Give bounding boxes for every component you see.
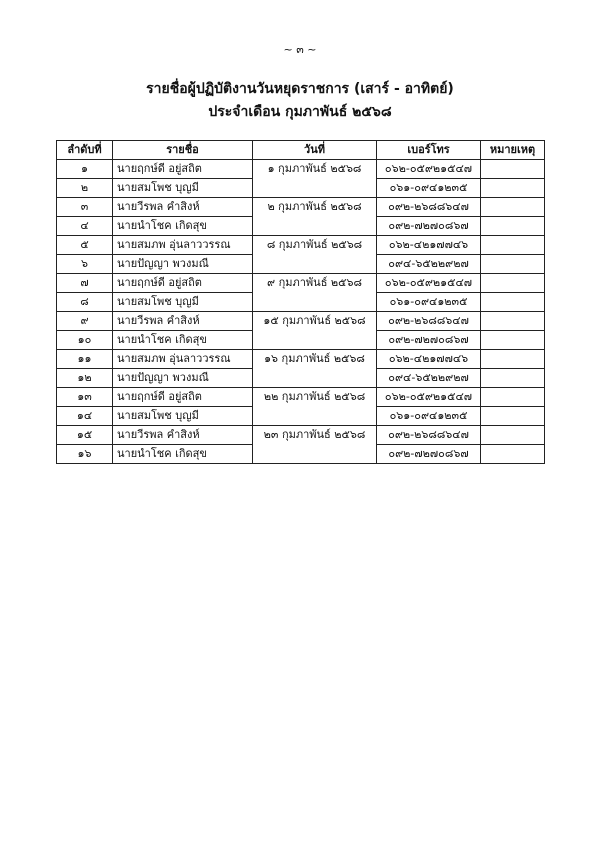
row-number: ๕: [57, 236, 113, 255]
staff-name: นายวีรพล คำสิงห์: [113, 312, 253, 331]
remarks-cell: [481, 312, 545, 331]
staff-name: นายฤกษ์ดี อยู่สถิต: [113, 388, 253, 407]
row-number: ๘: [57, 293, 113, 312]
table-row: [57, 312, 545, 331]
phone-number: ๐๙๒-๗๒๗๐๘๖๗: [377, 445, 481, 464]
staff-name: นายวีรพล คำสิงห์: [113, 198, 253, 217]
row-number: ๑๐: [57, 331, 113, 350]
staff-name: นายปัญญา พวงมณี: [113, 255, 253, 274]
phone-number: ๐๙๒-๗๒๗๐๘๖๗: [377, 217, 481, 236]
table-header-row: [57, 141, 545, 160]
row-number: ๖: [57, 255, 113, 274]
phone-number: ๐๖๒-๔๒๑๗๗๔๖: [377, 236, 481, 255]
row-number: ๗: [57, 274, 113, 293]
table-body: [57, 160, 545, 464]
phone-number: ๐๖๑-๐๙๔๑๒๓๕: [377, 407, 481, 426]
phone-number: ๐๙๒-๒๖๘๘๖๔๗: [377, 312, 481, 331]
row-number: ๓: [57, 198, 113, 217]
duty-date: ๒๓ กุมภาพันธ์ ๒๕๖๘: [253, 426, 377, 464]
row-number: ๑๔: [57, 407, 113, 426]
phone-number: ๐๙๒-๒๖๘๘๖๔๗: [377, 198, 481, 217]
staff-name: นายสมภพ อุ่นลาววรรณ: [113, 236, 253, 255]
phone-number: ๐๙๒-๗๒๗๐๘๖๗: [377, 331, 481, 350]
staff-name: นายฤกษ์ดี อยู่สถิต: [113, 160, 253, 179]
phone-number: ๐๖๑-๐๙๔๑๒๓๕: [377, 179, 481, 198]
phone-number: ๐๙๔-๖๕๒๒๙๒๗: [377, 369, 481, 388]
staff-name: นายนำโชค เกิดสุข: [113, 331, 253, 350]
page-number: ~ ๓ ~: [283, 43, 317, 56]
table-row: [57, 350, 545, 369]
staff-name: นายสมโพช บุญมี: [113, 407, 253, 426]
remarks-cell: [481, 407, 545, 426]
remarks-cell: [481, 274, 545, 293]
row-number: ๑๕: [57, 426, 113, 445]
remarks-cell: [481, 255, 545, 274]
phone-number: ๐๖๒-๐๕๙๒๑๕๔๗: [377, 160, 481, 179]
row-number: ๑: [57, 160, 113, 179]
duty-date: ๑ กุมภาพันธ์ ๒๕๖๘: [253, 160, 377, 198]
remarks-cell: [481, 179, 545, 198]
phone-number: ๐๖๑-๐๙๔๑๒๓๕: [377, 293, 481, 312]
remarks-cell: [481, 198, 545, 217]
phone-number: ๐๖๒-๔๒๑๗๗๔๖: [377, 350, 481, 369]
remarks-cell: [481, 160, 545, 179]
header-order: ลำดับที่: [57, 141, 113, 160]
phone-number: ๐๖๒-๐๕๙๒๑๕๔๗: [377, 388, 481, 407]
table-row: [57, 160, 545, 179]
row-number: ๑๑: [57, 350, 113, 369]
remarks-cell: [481, 350, 545, 369]
table-row: [57, 274, 545, 293]
duty-date: ๑๖ กุมภาพันธ์ ๒๕๖๘: [253, 350, 377, 388]
duty-date: ๘ กุมภาพันธ์ ๒๕๖๘: [253, 236, 377, 274]
remarks-cell: [481, 369, 545, 388]
duty-date: ๒๒ กุมภาพันธ์ ๒๕๖๘: [253, 388, 377, 426]
header-remarks: หมายเหตุ: [481, 141, 545, 160]
table-row: [57, 236, 545, 255]
duty-date: ๙ กุมภาพันธ์ ๒๕๖๘: [253, 274, 377, 312]
table-row: [57, 388, 545, 407]
duty-roster-table: [56, 140, 545, 464]
duty-date: ๑๕ กุมภาพันธ์ ๒๕๖๘: [253, 312, 377, 350]
phone-number: ๐๙๒-๒๖๘๘๖๔๗: [377, 426, 481, 445]
row-number: ๑๓: [57, 388, 113, 407]
document-subtitle: ประจำเดือน กุมภาพันธ์ ๒๕๖๘: [208, 104, 392, 120]
table-row: [57, 198, 545, 217]
row-number: ๑๖: [57, 445, 113, 464]
remarks-cell: [481, 236, 545, 255]
remarks-cell: [481, 388, 545, 407]
remarks-cell: [481, 293, 545, 312]
header-phone: เบอร์โทร: [377, 141, 481, 160]
table-row: [57, 426, 545, 445]
header-date: วันที่: [253, 141, 377, 160]
remarks-cell: [481, 426, 545, 445]
staff-name: นายสมโพช บุญมี: [113, 293, 253, 312]
phone-number: ๐๖๒-๐๕๙๒๑๕๔๗: [377, 274, 481, 293]
row-number: ๔: [57, 217, 113, 236]
phone-number: ๐๙๔-๖๕๒๒๙๒๗: [377, 255, 481, 274]
staff-name: นายปัญญา พวงมณี: [113, 369, 253, 388]
remarks-cell: [481, 331, 545, 350]
row-number: ๒: [57, 179, 113, 198]
staff-name: นายสมโพช บุญมี: [113, 179, 253, 198]
staff-name: นายนำโชค เกิดสุข: [113, 217, 253, 236]
duty-date: ๒ กุมภาพันธ์ ๒๕๖๘: [253, 198, 377, 236]
remarks-cell: [481, 445, 545, 464]
remarks-cell: [481, 217, 545, 236]
staff-name: นายวีรพล คำสิงห์: [113, 426, 253, 445]
header-name: รายชื่อ: [113, 141, 253, 160]
staff-name: นายนำโชค เกิดสุข: [113, 445, 253, 464]
staff-name: นายฤกษ์ดี อยู่สถิต: [113, 274, 253, 293]
row-number: ๑๒: [57, 369, 113, 388]
row-number: ๙: [57, 312, 113, 331]
staff-name: นายสมภพ อุ่นลาววรรณ: [113, 350, 253, 369]
document-title: รายชื่อผู้ปฏิบัติงานวันหยุดราชการ (เสาร์ - อาทิตย์): [146, 81, 454, 97]
